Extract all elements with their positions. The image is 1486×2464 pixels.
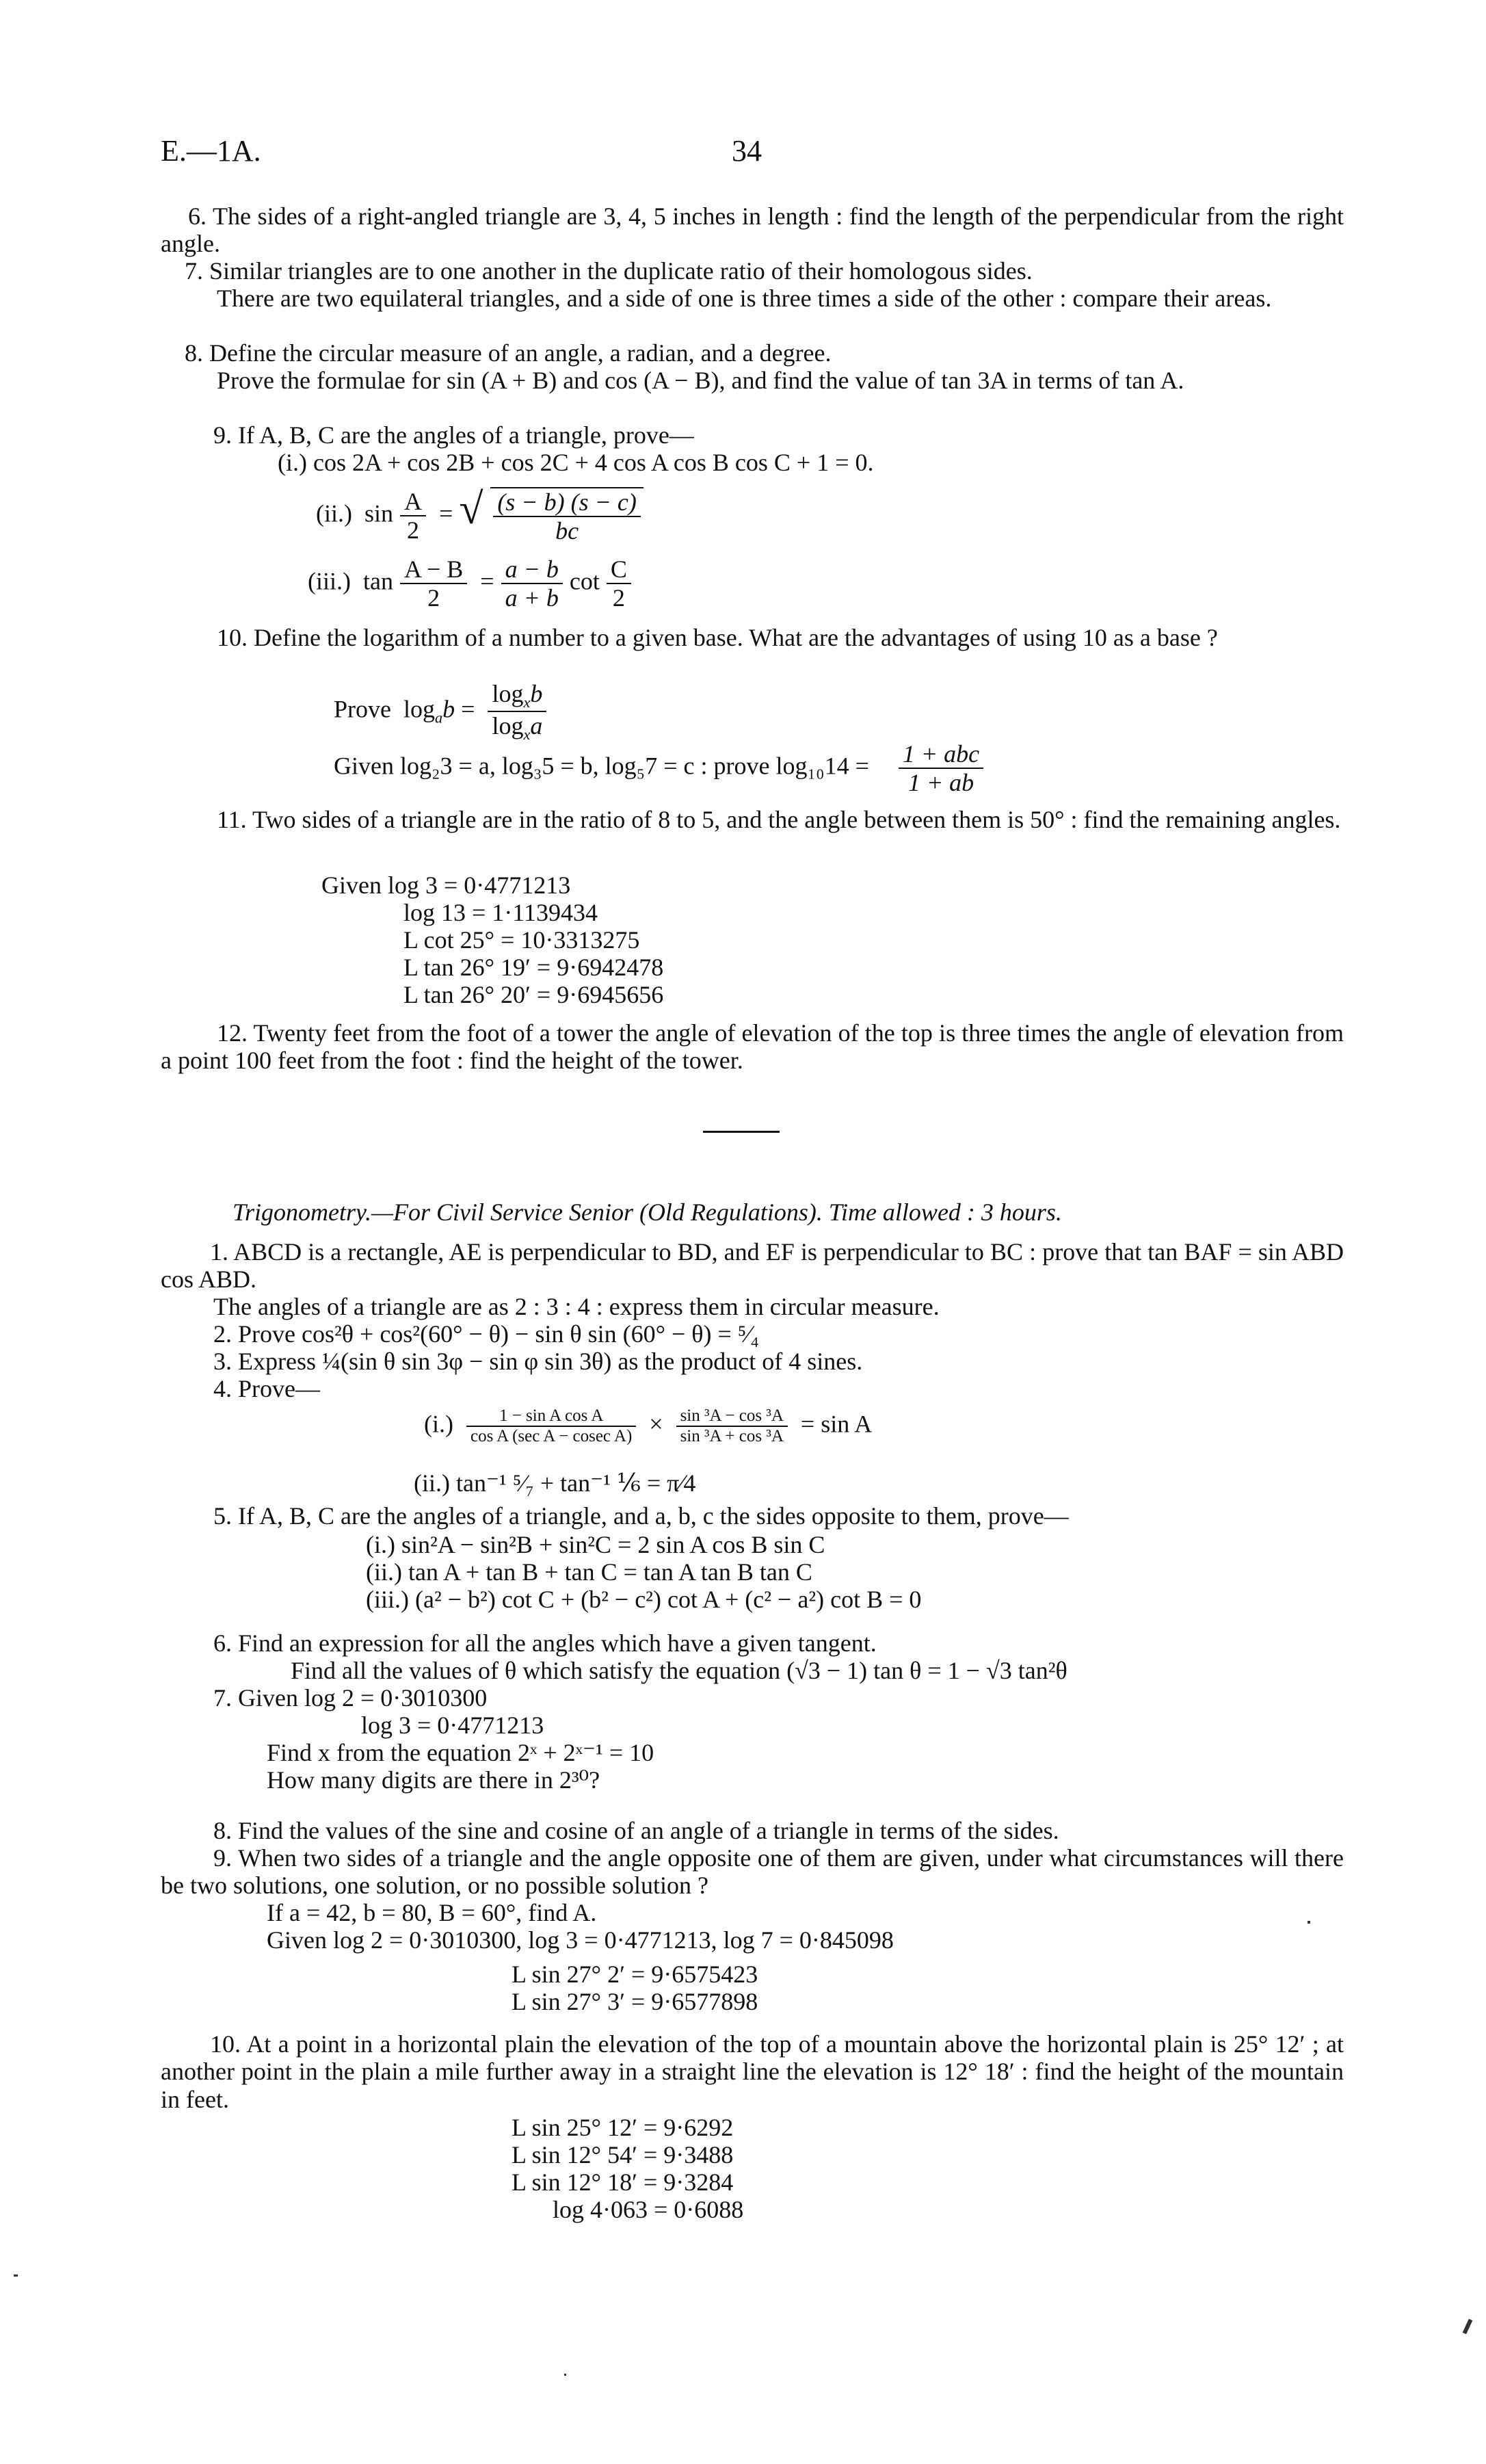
q9-iii-equals: = xyxy=(480,567,494,595)
p2-q4-part-ii: (ii.) tan⁻¹ ⁵⁄₇ + tan⁻¹ ⅙ = π⁄4 xyxy=(414,1469,696,1497)
q12-text: 12. Twenty feet from the foot of a tower the angle of elevation of the top is three times the angle of elevation from a point 100 feet from the foot : find the height of the tower. xyxy=(161,1019,1344,1075)
q8-text: 8. Define the circular measure of an angle, a radian, and a degree. xyxy=(185,339,832,367)
p2-q9-given: Given log 2 = 0·3010300, log 3 = 0·4771213, log 7 = 0·845098 xyxy=(267,1926,894,1954)
q9-iii-f1-den: 2 xyxy=(427,584,440,612)
q9-ii-label: (ii.) xyxy=(316,499,352,527)
q10-given xyxy=(334,740,990,797)
section-divider xyxy=(703,1131,780,1133)
q10-prove-label: Prove xyxy=(334,695,391,723)
scan-speck xyxy=(14,2275,18,2277)
p2-q5-part-iii: (iii.) (a² − b²) cot C + (b² − c²) cot A + (c² − a²) cot B = 0 xyxy=(366,1586,922,1613)
q9-ii-frac-num: A xyxy=(400,488,426,516)
q10-given-text: Given log₂3 = a, log₃5 = b, log₅7 = c : prove log₁₀14 = xyxy=(334,752,869,780)
p2-q4-part-i xyxy=(424,1406,872,1446)
p2-q7-find-x: Find x from the equation 2ˣ + 2ˣ⁻¹ = 10 xyxy=(267,1739,654,1766)
q9-ii-sin: sin xyxy=(364,499,393,527)
q8-followup: Prove the formulae for sin (A + B) and cos (A − B), and find the value of tan 3A in terms of tan A. xyxy=(217,367,1184,394)
p2-q9-lsin-1: L sin 27° 2′ = 9·6575423 xyxy=(512,1961,758,1988)
q9-iii-label: (iii.) xyxy=(308,567,351,595)
q10-text: 10. Define the logarithm of a number to a given base. What are the advantages of using 10 as a base ? xyxy=(217,624,1218,651)
p2-q10-log-3: log 4·063 = 0·6088 xyxy=(553,2196,744,2223)
q11-log-3: L tan 26° 19′ = 9·6942478 xyxy=(403,954,664,981)
q9-ii-rad-num: (s − b) (s − c) xyxy=(493,488,641,517)
q9-part-ii xyxy=(316,484,644,545)
q11-log-4: L tan 26° 20′ = 9·6945656 xyxy=(403,981,664,1008)
q9-iii-f3-den: 2 xyxy=(612,584,625,612)
q6-text: 6. The sides of a right-angled triangle are 3, 4, 5 inches in length : find the length of the perpendicular from the right angle. xyxy=(161,202,1344,258)
p2-q5-part-i: (i.) sin²A − sin²B + sin²C = 2 sin A cos B sin C xyxy=(366,1531,825,1558)
p2-q4-text: 4. Prove— xyxy=(213,1375,320,1402)
header-reference: E.—1A. xyxy=(161,134,261,168)
q9-text: 9. If A, B, C are the angles of a triangle, prove— xyxy=(213,421,694,449)
q7-text: 7. Similar triangles are to one another in the duplicate ratio of their homologous sides. xyxy=(185,257,1033,285)
q9-ii-rad-den: bc xyxy=(555,517,579,545)
p2-q3-text: 3. Express ¼(sin θ sin 3φ − sin φ sin 3θ) as the product of 4 sines. xyxy=(213,1348,863,1375)
q9-iii-tan: tan xyxy=(362,567,393,595)
q11-log-2: L cot 25° = 10·3313275 xyxy=(403,926,640,954)
p2-q6-text: 6. Find an expression for all the angles which have a given tangent. xyxy=(213,1629,877,1657)
sqrt-sign: √ $\frac{(s - b) (s - c)}{bc}$ xyxy=(459,487,644,545)
p2-q4-f2-num: sin ³A − cos ³A xyxy=(676,1406,788,1427)
p2-q4-f1-num: 1 − sin A cos A xyxy=(466,1406,636,1427)
p2-q10-log-2: L sin 12° 18′ = 9·3284 xyxy=(512,2168,734,2196)
q11-log-0: Given log 3 = 0·4771213 xyxy=(321,871,571,899)
p2-q9-values: If a = 42, b = 80, B = 60°, find A. xyxy=(267,1899,597,1926)
q10-prove: Prove $\log_ab$ = $\frac{\log_xb}{\log_xa}$ xyxy=(334,680,553,743)
q9-part-i: (i.) cos 2A + cos 2B + cos 2C + 4 cos A cos B cos C + 1 = 0. xyxy=(278,449,874,476)
p2-q1-followup: The angles of a triangle are as 2 : 3 : 4 : express them in circular measure. xyxy=(213,1293,940,1320)
q9-iii-f2-den: a + b xyxy=(505,584,559,612)
q9-iii-f1-num: A − B xyxy=(400,555,467,584)
q9-iii-cot: cot xyxy=(569,567,600,595)
q10-frac-num: 1 + abc xyxy=(899,740,983,769)
p2-q4-times: × xyxy=(649,1410,663,1438)
q9-iii-f2-num: a − b xyxy=(501,555,563,584)
p2-q6-followup: Find all the values of θ which satisfy the equation (√3 − 1) tan θ = 1 − √3 tan²θ xyxy=(291,1657,1067,1684)
q11-text: 11. Two sides of a triangle are in the ratio of 8 to 5, and the angle between them is 50° : find the remaining angles. xyxy=(217,806,1341,833)
q9-part-iii xyxy=(308,555,638,612)
q11-log-1: log 13 = 1·1139434 xyxy=(403,899,598,926)
p2-q4-f2-den: sin ³A + cos ³A xyxy=(680,1427,784,1445)
p2-q4-rhs: = sin A xyxy=(800,1410,873,1438)
scan-speck xyxy=(1463,2319,1473,2334)
p2-q1-text: 1. ABCD is a rectangle, AE is perpendicular to BD, and EF is perpendicular to BC : prove that tan BAF = sin ABD cos ABD. xyxy=(161,1238,1344,1294)
q9-ii-frac-den: 2 xyxy=(407,516,419,545)
q7-followup: There are two equilateral triangles, and a side of one is three times a side of the other : compare their areas. xyxy=(217,285,1272,312)
p2-q7-text: 7. Given log 2 = 0·3010300 xyxy=(213,1684,488,1712)
p2-q4-f1-den: cos A (sec A − cosec A) xyxy=(470,1427,633,1445)
q10-prove-lhs: log xyxy=(403,695,436,723)
p2-q9-lsin-2: L sin 27° 3′ = 9·6577898 xyxy=(512,1988,758,2015)
p2-q5-text: 5. If A, B, C are the angles of a triangle, and a, b, c the sides opposite to them, prove— xyxy=(213,1502,1069,1530)
page-number: 34 xyxy=(732,134,762,168)
q9-ii-equals: = xyxy=(439,499,453,527)
p2-q4-i-label: (i.) xyxy=(424,1410,453,1438)
p2-q5-part-ii: (ii.) tan A + tan B + tan C = tan A tan B tan C xyxy=(366,1558,812,1586)
p2-q8-text: 8. Find the values of the sine and cosine of an angle of a triangle in terms of the sides. xyxy=(213,1817,1059,1844)
q9-iii-f3-num: C xyxy=(607,555,631,584)
p2-q10-text: 10. At a point in a horizontal plain the elevation of the top of a mountain above the horizontal plain is 25° 12′ ; at another point in the plain a mile further away in a straight line the elevation is 12° 18′ : find the height of the mountain in feet. xyxy=(161,2030,1344,2113)
p2-q10-log-0: L sin 25° 12′ = 9·6292 xyxy=(512,2114,734,2141)
scan-speck xyxy=(1308,1921,1310,1924)
p2-q7-log3: log 3 = 0·4771213 xyxy=(361,1712,544,1739)
section-heading: Trigonometry.—For Civil Service Senior (Old Regulations). Time allowed : 3 hours. xyxy=(233,1198,1062,1226)
p2-q9-text: 9. When two sides of a triangle and the angle opposite one of them are given, under what circumstances will there be two solutions, one solution, or no possible solution ? xyxy=(161,1844,1344,1900)
p2-q2-text: 2. Prove cos²θ + cos²(60° − θ) − sin θ sin (60° − θ) = ⁵⁄₄ xyxy=(213,1320,759,1348)
scan-speck xyxy=(564,2374,566,2376)
q10-frac-den: 1 + ab xyxy=(907,769,974,797)
p2-q10-log-1: L sin 12° 54′ = 9·3488 xyxy=(512,2141,734,2168)
p2-q7-digits: How many digits are there in 2³⁰? xyxy=(267,1766,600,1794)
